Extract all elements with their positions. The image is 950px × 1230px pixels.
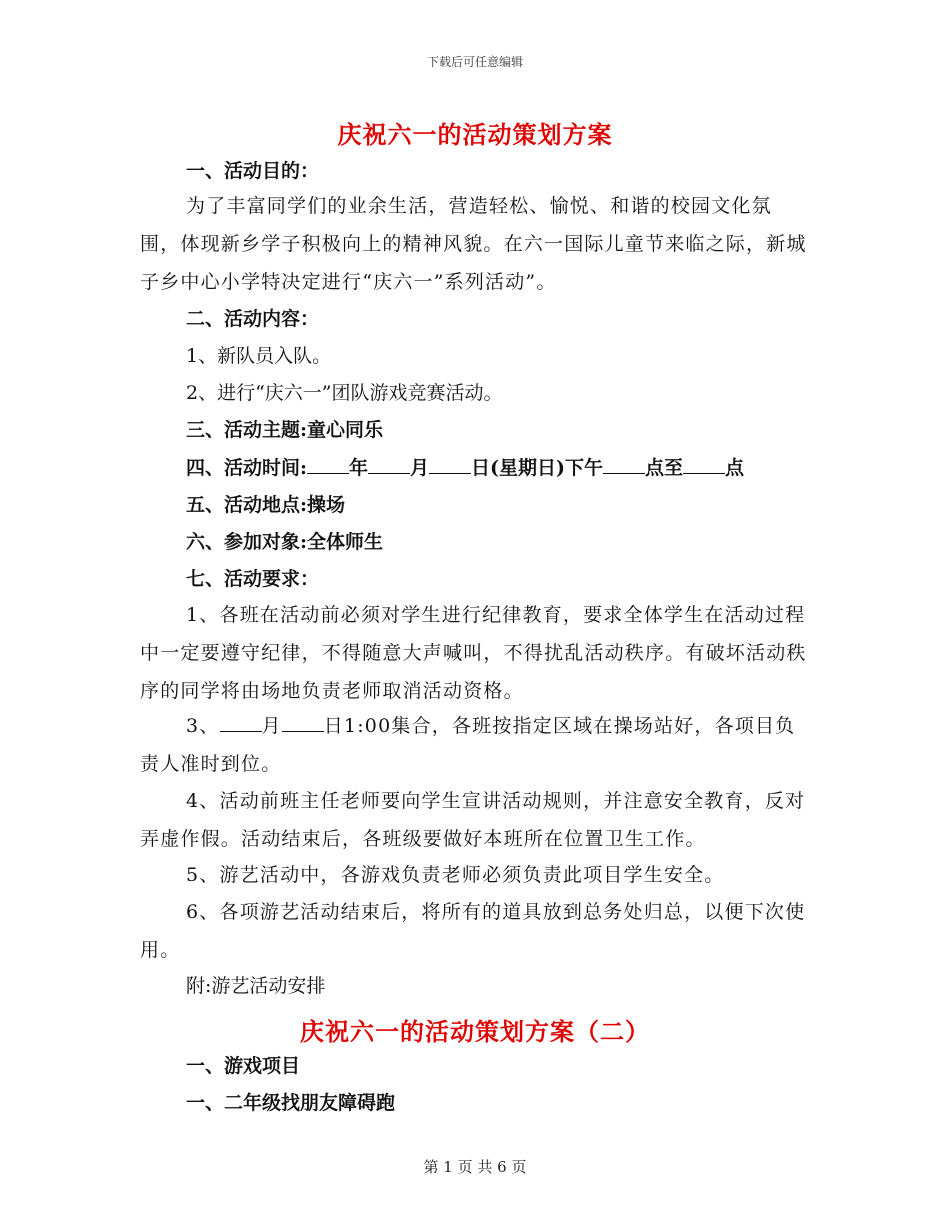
item-3-number: 3、: [186, 715, 220, 737]
section-5-location: 五、活动地点:操场: [186, 494, 346, 516]
section-7-heading: 七、活动要求：: [186, 568, 320, 590]
section-2-item-1: 1、新队员入队。: [186, 345, 332, 367]
year-blank: [307, 455, 349, 474]
page-footer-number: 第 1 页 共 6 页: [423, 1158, 527, 1176]
section-7-item-3: [140, 707, 810, 783]
section-1-paragraph: 为了丰富同学们的业余生活，营造轻松、愉悦、和谐的校园文化氛围，体现新乡学子积极向上的精神风貌。在六一国际儿童节来临之际，新城子乡中心小学特决定进行“庆六一”系列活动”。: [140, 195, 807, 293]
start-hour-blank: [603, 455, 645, 474]
section-2-heading: 二、活动内容：: [186, 308, 320, 330]
item-3-month-blank: [220, 713, 262, 732]
section-2-item-2: 2、进行“庆六一”团队游戏竞赛活动。: [186, 382, 503, 404]
month-blank: [368, 455, 410, 474]
section-6-participants: 六、参加对象:全体师生: [186, 531, 384, 553]
part-2-heading-2: 一、二年级找朋友障碍跑: [186, 1092, 396, 1114]
year-label: 年: [349, 457, 369, 479]
time-label: 四、活动时间:: [186, 457, 308, 479]
page-header-note: 下载后可任意编辑: [426, 55, 523, 69]
part-2-heading-1: 一、游戏项目: [186, 1055, 301, 1077]
section-1-heading: 一、活动目的：: [186, 160, 320, 182]
document-title: 庆祝六一的活动策划方案: [337, 120, 613, 149]
month-label: 月: [410, 457, 430, 479]
section-7-item-6: 6、各项游艺活动结束后，将所有的道具放到总务处归总，以便下次使用。: [140, 901, 806, 961]
day-blank: [429, 455, 471, 474]
item-3-month-label: 月: [261, 715, 282, 737]
appendix-note: 附:游艺活动安排: [186, 975, 326, 997]
section-7-item-4: 4、活动前班主任老师要向学生宣讲活动规则，并注意安全教育，反对弄虚作假。活动结束后，各班级要做好本班所在位置卫生工作。: [140, 790, 806, 850]
section-3-theme: 三、活动主题:童心同乐: [186, 419, 384, 441]
dian-to-label: 点至: [645, 457, 684, 479]
dian-label: 点: [725, 457, 745, 479]
item-3-rest: 日1:00集合，各班按指定区域在操场站好，各项目负责人准时到位。: [140, 715, 796, 775]
end-hour-blank: [683, 455, 725, 474]
section-4-time: [186, 455, 810, 481]
section-7-item-1: 1、各班在活动前必须对学生进行纪律教育，要求全体学生在活动过程中一定要遵守纪律，不得随意大声喊叫，不得扰乱活动秩序。有破坏活动秩序的同学将由场地负责老师取消活动资格。: [140, 604, 807, 702]
section-7-item-5: 5、游艺活动中，各游戏负责老师必须负责此项目学生安全。: [186, 864, 725, 886]
document-title-2: 庆祝六一的活动策划方案（二）: [300, 1017, 650, 1046]
item-3-day-blank: [282, 713, 324, 732]
day-week-label: 日(星期日)下午: [471, 457, 604, 479]
